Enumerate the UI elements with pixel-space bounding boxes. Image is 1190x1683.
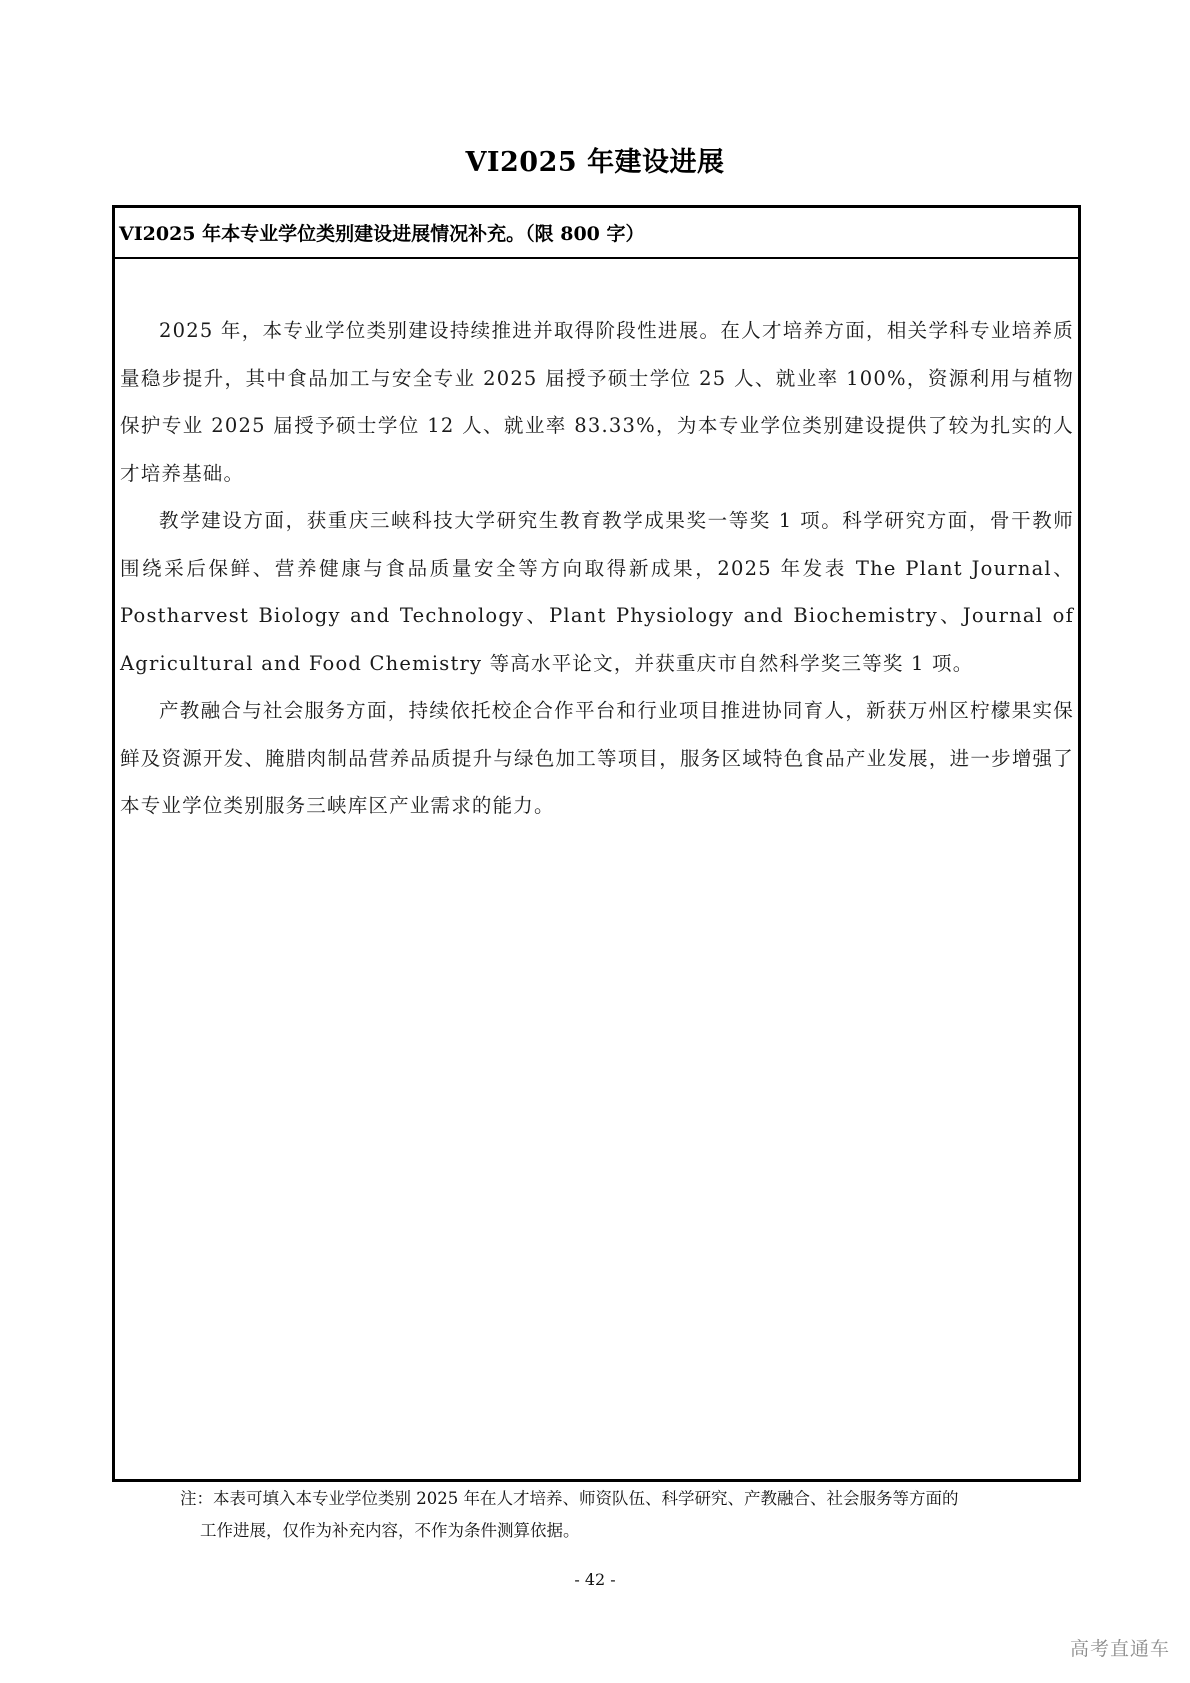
page-title: VI2025 年建设进展 (465, 147, 725, 178)
watermark: 高考直通车 (1069, 1638, 1170, 1660)
page-number: - 42 - (574, 1570, 616, 1589)
paragraph-industry-service: 产教融合与社会服务方面，持续依托校企合作平台和行业项目推进协同育人，新获万州区柠檬果实保鲜及资源开发、腌腊肉制品营养品质提升与绿色加工等项目，服务区域特色食品产业发展，进一步增强了本专业学位类别服务三峡库区产业需求的能力。 (120, 699, 1074, 817)
footnote-line-2: 工作进展，仅作为补充内容，不作为条件测算依据。 (200, 1521, 580, 1540)
paragraph-talent-training: 2025 年，本专业学位类别建设持续推进并取得阶段性进展。在人才培养方面，相关学科专业培养质量稳步提升，其中食品加工与安全专业 2025 届授予硕士学位 25 人、就业率 100%，资源利用与植物保护专业 2025 届授予硕士学位 12 人、就业率 83.33%，为本专业学位类别建设提供了较为扎实的人才培养基础。 (120, 319, 1074, 485)
table-body (115, 259, 1078, 830)
table-header: VI2025 年本专业学位类别建设进展情况补充。（限 800 字） (115, 208, 1078, 259)
progress-table (112, 205, 1081, 1482)
paragraph-teaching-research: 教学建设方面，获重庆三峡科技大学研究生教育教学成果奖一等奖 1 项。科学研究方面，骨干教师围绕采后保鲜、营养健康与食品质量安全等方向取得新成果，2025 年发表 The Plant Journal、Postharvest Biology and Technology、Plant Physiology and Biochemistry、Journal of Agricultural and Food Chemistry 等高水平论文，并获重庆市自然科学奖三等奖 1 项。 (120, 509, 1074, 675)
footnote (180, 1483, 1040, 1547)
footnote-line-1: 注：本表可填入本专业学位类别 2025 年在人才培养、师资队伍、科学研究、产教融合、社会服务等方面的 (180, 1489, 959, 1508)
